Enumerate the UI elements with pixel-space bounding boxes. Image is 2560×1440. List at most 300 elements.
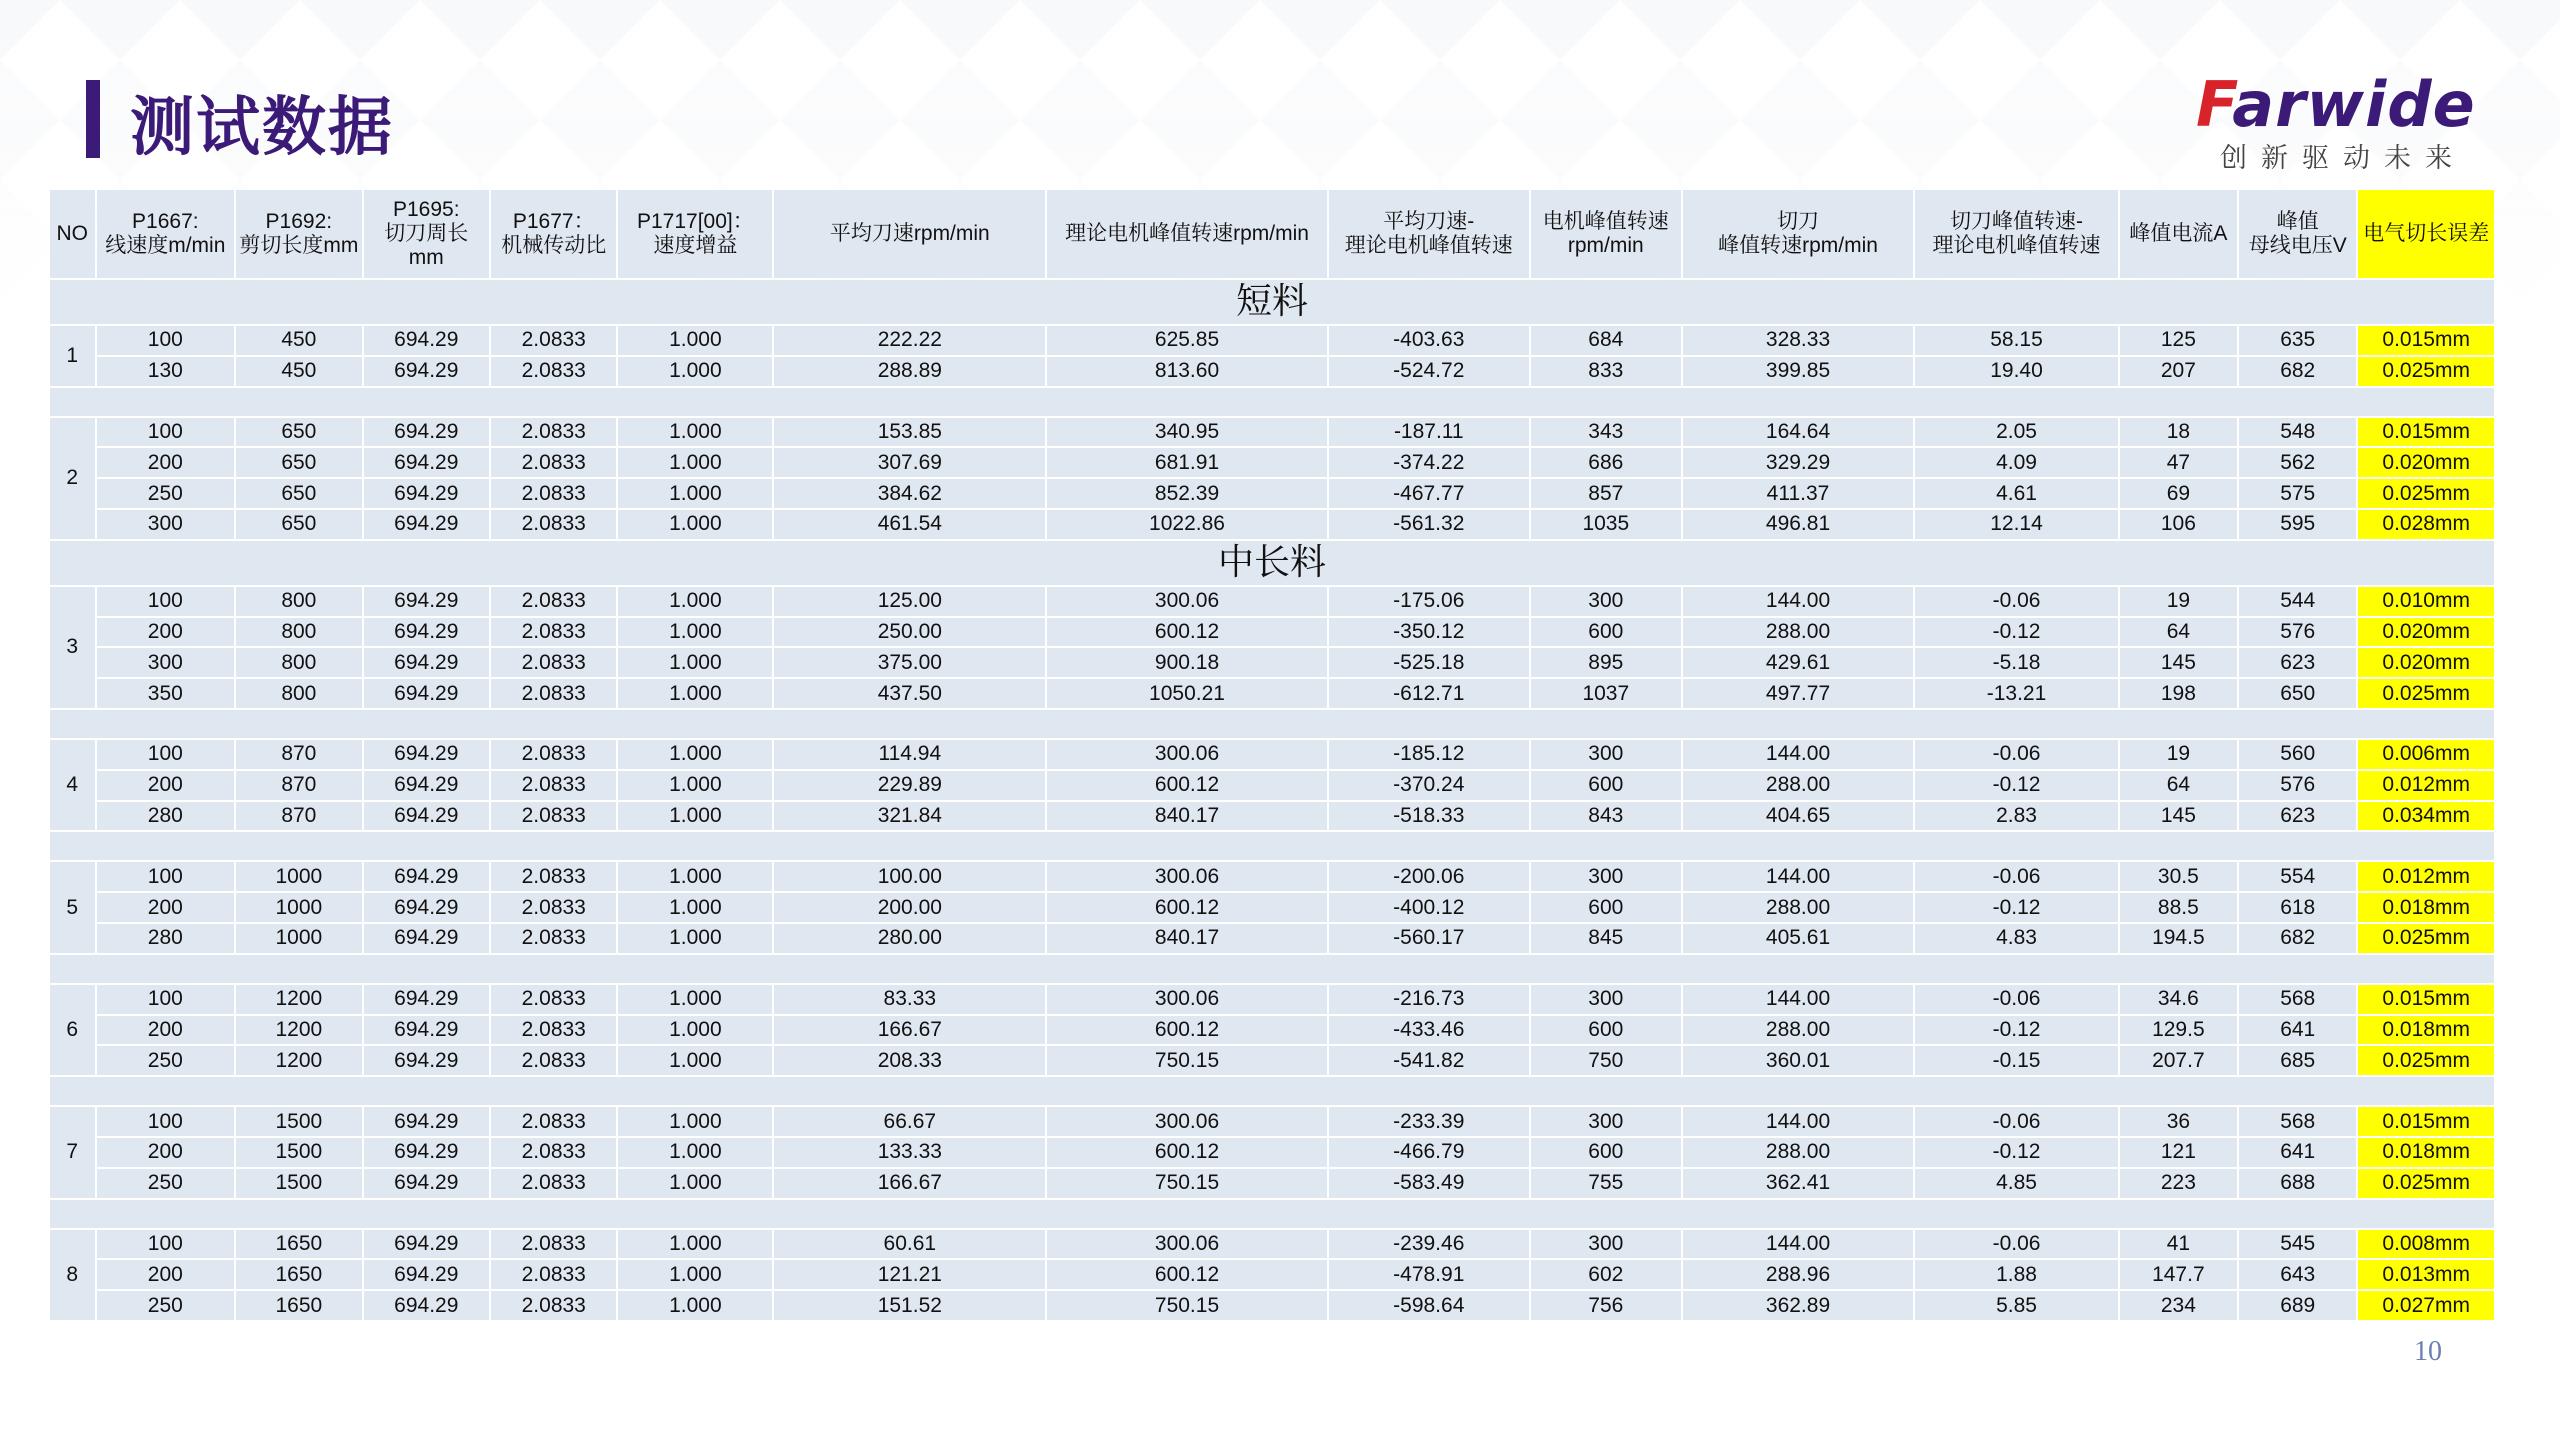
- table-cell: 618: [2239, 893, 2356, 922]
- table-cell: 694.29: [364, 771, 489, 800]
- table-cell: 600.12: [1047, 1016, 1326, 1045]
- table-cell: 100: [97, 740, 235, 769]
- error-cell: 0.015mm: [2358, 985, 2494, 1014]
- table-cell: 750.15: [1047, 1169, 1326, 1198]
- table-cell: 694.29: [364, 740, 489, 769]
- table-cell: 643: [2239, 1260, 2356, 1289]
- table-cell: 895: [1531, 648, 1681, 677]
- table-cell: 405.61: [1683, 924, 1914, 953]
- table-cell: 694.29: [364, 985, 489, 1014]
- table-cell: 34.6: [2120, 985, 2237, 1014]
- table-cell: -478.91: [1329, 1260, 1529, 1289]
- table-cell: 130: [97, 357, 235, 386]
- table-cell: 125: [2120, 326, 2237, 355]
- table-cell: 300.06: [1047, 862, 1326, 891]
- table-cell: 144.00: [1683, 1107, 1914, 1136]
- table-cell: -350.12: [1329, 618, 1529, 647]
- table-cell: 5.85: [1915, 1291, 2117, 1320]
- table-cell: 288.00: [1683, 771, 1914, 800]
- table-cell: 568: [2239, 985, 2356, 1014]
- table-cell: 1000: [236, 924, 361, 953]
- table-cell: 840.17: [1047, 802, 1326, 831]
- table-cell: 4.83: [1915, 924, 2117, 953]
- table-cell: 2.0833: [491, 1138, 616, 1167]
- table-cell: 200: [97, 1138, 235, 1167]
- spacer-row: [50, 1077, 2494, 1105]
- table-cell: 545: [2239, 1230, 2356, 1259]
- error-cell: 0.010mm: [2358, 587, 2494, 616]
- table-cell: 300: [1531, 587, 1681, 616]
- page-number: 10: [2414, 1336, 2442, 1367]
- table-cell: 4.09: [1915, 448, 2117, 477]
- table-cell: 114.94: [774, 740, 1045, 769]
- table-cell: 36: [2120, 1107, 2237, 1136]
- table-row: [50, 1138, 2494, 1167]
- table-cell: 755: [1531, 1169, 1681, 1198]
- table-cell: 1500: [236, 1138, 361, 1167]
- table-cell: 600.12: [1047, 771, 1326, 800]
- table-cell: 461.54: [774, 510, 1045, 539]
- table-row: [50, 679, 2494, 708]
- table-cell: 129.5: [2120, 1016, 2237, 1045]
- column-header: 平均刀速rpm/min: [774, 190, 1045, 278]
- table-cell: 362.41: [1683, 1169, 1914, 1198]
- error-cell: 0.025mm: [2358, 479, 2494, 508]
- table-cell: 694.29: [364, 1016, 489, 1045]
- table-cell: 1200: [236, 1016, 361, 1045]
- table-cell: 144.00: [1683, 740, 1914, 769]
- table-cell: 2.0833: [491, 985, 616, 1014]
- table-cell: 145: [2120, 648, 2237, 677]
- table-cell: 1.000: [618, 618, 772, 647]
- table-row: [50, 1046, 2494, 1075]
- table-cell: 1022.86: [1047, 510, 1326, 539]
- table-cell: 1050.21: [1047, 679, 1326, 708]
- table-cell: 1000: [236, 893, 361, 922]
- table-cell: 694.29: [364, 479, 489, 508]
- table-cell: 694.29: [364, 802, 489, 831]
- column-header: P1717[00]： 速度增益: [618, 190, 772, 278]
- table-cell: 496.81: [1683, 510, 1914, 539]
- table-cell: 2.0833: [491, 1107, 616, 1136]
- table-cell: -0.06: [1915, 862, 2117, 891]
- table-cell: 576: [2239, 771, 2356, 800]
- table-cell: 1650: [236, 1230, 361, 1259]
- table-cell: 200: [97, 771, 235, 800]
- table-cell: 2.0833: [491, 326, 616, 355]
- table-cell: -13.21: [1915, 679, 2117, 708]
- company-logo: [2196, 70, 2476, 180]
- table-row: [50, 418, 2494, 447]
- table-cell: 300: [1531, 985, 1681, 1014]
- table-cell: 1.000: [618, 418, 772, 447]
- table-cell: 1.000: [618, 985, 772, 1014]
- table-cell: -0.06: [1915, 985, 2117, 1014]
- table-cell: 694.29: [364, 1230, 489, 1259]
- table-cell: 100: [97, 587, 235, 616]
- table-row: [50, 924, 2494, 953]
- table-cell: 2.0833: [491, 1230, 616, 1259]
- table-cell: 1000: [236, 862, 361, 891]
- table-cell: 2.05: [1915, 418, 2117, 447]
- table-cell: 750.15: [1047, 1291, 1326, 1320]
- table-cell: 681.91: [1047, 448, 1326, 477]
- table-cell: 450: [236, 357, 361, 386]
- table-cell: -433.46: [1329, 1016, 1529, 1045]
- table-cell: 69: [2120, 479, 2237, 508]
- table-cell: 234: [2120, 1291, 2237, 1320]
- table-cell: 1.000: [618, 1230, 772, 1259]
- table-cell: 100: [97, 985, 235, 1014]
- table-cell: 2.0833: [491, 479, 616, 508]
- table-cell: 1.000: [618, 1291, 772, 1320]
- error-cell: 0.028mm: [2358, 510, 2494, 539]
- column-header: P1695: 切刀周长 mm: [364, 190, 489, 278]
- table-cell: 100.00: [774, 862, 1045, 891]
- error-cell: 0.025mm: [2358, 679, 2494, 708]
- table-cell: -583.49: [1329, 1169, 1529, 1198]
- table-cell: 64: [2120, 618, 2237, 647]
- table-cell: 2.0833: [491, 618, 616, 647]
- table-cell: 450: [236, 326, 361, 355]
- table-cell: 100: [97, 1230, 235, 1259]
- table-cell: 229.89: [774, 771, 1045, 800]
- row-group-number: 8: [50, 1230, 95, 1320]
- table-cell: 384.62: [774, 479, 1045, 508]
- table-cell: 194.5: [2120, 924, 2237, 953]
- spacer-cell: [50, 710, 2494, 738]
- table-cell: 1500: [236, 1169, 361, 1198]
- table-row: [50, 1260, 2494, 1289]
- table-cell: 83.33: [774, 985, 1045, 1014]
- table-cell: 1.000: [618, 1107, 772, 1136]
- table-cell: 1.000: [618, 357, 772, 386]
- table-cell: 437.50: [774, 679, 1045, 708]
- table-cell: 100: [97, 418, 235, 447]
- table-cell: 100: [97, 326, 235, 355]
- section-label: 短料: [50, 280, 2494, 324]
- table-cell: 900.18: [1047, 648, 1326, 677]
- table-cell: 250.00: [774, 618, 1045, 647]
- table-row: [50, 648, 2494, 677]
- error-cell: 0.018mm: [2358, 1016, 2494, 1045]
- table-cell: 321.84: [774, 802, 1045, 831]
- table-cell: 548: [2239, 418, 2356, 447]
- table-cell: 852.39: [1047, 479, 1326, 508]
- table-cell: -403.63: [1329, 326, 1529, 355]
- table-cell: 694.29: [364, 326, 489, 355]
- table-cell: 1.000: [618, 479, 772, 508]
- table-cell: 198: [2120, 679, 2237, 708]
- table-cell: 650: [236, 448, 361, 477]
- spacer-row: [50, 955, 2494, 983]
- table-cell: 166.67: [774, 1016, 1045, 1045]
- table-cell: 688: [2239, 1169, 2356, 1198]
- table-cell: 1.000: [618, 326, 772, 355]
- table-cell: 2.0833: [491, 1169, 616, 1198]
- row-group-number: 2: [50, 418, 95, 539]
- table-cell: 375.00: [774, 648, 1045, 677]
- table-cell: 47: [2120, 448, 2237, 477]
- column-header: P1667: 线速度m/min: [97, 190, 235, 278]
- column-header: NO: [50, 190, 95, 278]
- table-row: [50, 771, 2494, 800]
- table-cell: 694.29: [364, 1107, 489, 1136]
- table-cell: -185.12: [1329, 740, 1529, 769]
- table-cell: -233.39: [1329, 1107, 1529, 1136]
- table-cell: 2.0833: [491, 802, 616, 831]
- table-cell: 200.00: [774, 893, 1045, 922]
- table-cell: 66.67: [774, 1107, 1045, 1136]
- table-cell: 857: [1531, 479, 1681, 508]
- table-cell: 600: [1531, 893, 1681, 922]
- table-cell: 121: [2120, 1138, 2237, 1167]
- table-cell: 4.85: [1915, 1169, 2117, 1198]
- table-cell: 300: [1531, 1107, 1681, 1136]
- table-cell: -541.82: [1329, 1046, 1529, 1075]
- table-cell: -612.71: [1329, 679, 1529, 708]
- table-cell: -216.73: [1329, 985, 1529, 1014]
- table-cell: 1.000: [618, 448, 772, 477]
- table-cell: 288.00: [1683, 618, 1914, 647]
- table-cell: 280: [97, 802, 235, 831]
- error-cell: 0.018mm: [2358, 1138, 2494, 1167]
- table-cell: -400.12: [1329, 893, 1529, 922]
- table-cell: 600: [1531, 1138, 1681, 1167]
- table-cell: 694.29: [364, 1260, 489, 1289]
- table-cell: 399.85: [1683, 357, 1914, 386]
- table-cell: 58.15: [1915, 326, 2117, 355]
- table-cell: 411.37: [1683, 479, 1914, 508]
- table-cell: 250: [97, 1291, 235, 1320]
- table-row: [50, 1291, 2494, 1320]
- table-cell: 1200: [236, 985, 361, 1014]
- error-cell: 0.034mm: [2358, 802, 2494, 831]
- table-cell: 121.21: [774, 1260, 1045, 1289]
- table-cell: 2.0833: [491, 510, 616, 539]
- error-cell: 0.012mm: [2358, 862, 2494, 891]
- spacer-row: [50, 832, 2494, 860]
- table-cell: 329.29: [1683, 448, 1914, 477]
- table-cell: 623: [2239, 802, 2356, 831]
- column-header: 峰值电流A: [2120, 190, 2237, 278]
- table-cell: 300: [1531, 740, 1681, 769]
- table-cell: 682: [2239, 357, 2356, 386]
- table-row: [50, 1107, 2494, 1136]
- table-row: [50, 618, 2494, 647]
- table-cell: 694.29: [364, 587, 489, 616]
- row-group-number: 1: [50, 326, 95, 386]
- table-cell: 1200: [236, 1046, 361, 1075]
- table-cell: 1.000: [618, 1169, 772, 1198]
- table-cell: -0.12: [1915, 1138, 2117, 1167]
- logo-brand-initial: F: [2196, 68, 2233, 141]
- table-cell: 153.85: [774, 418, 1045, 447]
- table-cell: 870: [236, 802, 361, 831]
- column-header: 电机峰值转速 rpm/min: [1531, 190, 1681, 278]
- table-cell: 2.0833: [491, 1046, 616, 1075]
- table-cell: 19: [2120, 740, 2237, 769]
- table-row: [50, 1230, 2494, 1259]
- table-cell: 1.000: [618, 893, 772, 922]
- error-cell: 0.025mm: [2358, 1046, 2494, 1075]
- table-cell: 100: [97, 862, 235, 891]
- error-cell: 0.015mm: [2358, 326, 2494, 355]
- table-cell: 12.14: [1915, 510, 2117, 539]
- table-cell: 650: [236, 418, 361, 447]
- spacer-row: [50, 1200, 2494, 1228]
- table-cell: 250: [97, 1046, 235, 1075]
- table-cell: 288.00: [1683, 1138, 1914, 1167]
- table-cell: 1.000: [618, 1046, 772, 1075]
- section-label: 中长料: [50, 541, 2494, 585]
- table-cell: 641: [2239, 1016, 2356, 1045]
- table-row: [50, 587, 2494, 616]
- table-cell: 600: [1531, 618, 1681, 647]
- table-cell: 250: [97, 479, 235, 508]
- table-cell: 280: [97, 924, 235, 953]
- table-cell: 1.000: [618, 1260, 772, 1289]
- table-cell: 2.0833: [491, 893, 616, 922]
- table-cell: 1.88: [1915, 1260, 2117, 1289]
- table-cell: 300: [97, 648, 235, 677]
- table-cell: 288.00: [1683, 893, 1914, 922]
- table-cell: -466.79: [1329, 1138, 1529, 1167]
- table-cell: 602: [1531, 1260, 1681, 1289]
- table-row: [50, 802, 2494, 831]
- table-cell: 1500: [236, 1107, 361, 1136]
- table-cell: 133.33: [774, 1138, 1045, 1167]
- table-cell: 64: [2120, 771, 2237, 800]
- table-cell: 4.61: [1915, 479, 2117, 508]
- table-cell: 750.15: [1047, 1046, 1326, 1075]
- table-cell: 144.00: [1683, 862, 1914, 891]
- column-header: P1692: 剪切长度mm: [236, 190, 361, 278]
- logo-brand-rest: arwide: [2232, 68, 2476, 141]
- table-cell: -0.06: [1915, 1107, 2117, 1136]
- table-cell: 2.0833: [491, 924, 616, 953]
- table-cell: 360.01: [1683, 1046, 1914, 1075]
- spacer-cell: [50, 1200, 2494, 1228]
- error-cell: 0.013mm: [2358, 1260, 2494, 1289]
- table-row: [50, 740, 2494, 769]
- table-row: [50, 1169, 2494, 1198]
- error-cell: 0.012mm: [2358, 771, 2494, 800]
- table-cell: 1.000: [618, 1138, 772, 1167]
- table-cell: 147.7: [2120, 1260, 2237, 1289]
- table-cell: 1.000: [618, 924, 772, 953]
- table-cell: 694.29: [364, 862, 489, 891]
- table-cell: -518.33: [1329, 802, 1529, 831]
- table-cell: 1037: [1531, 679, 1681, 708]
- table-cell: 328.33: [1683, 326, 1914, 355]
- table-cell: 600: [1531, 771, 1681, 800]
- table-cell: 635: [2239, 326, 2356, 355]
- table-cell: 1.000: [618, 679, 772, 708]
- table-cell: 595: [2239, 510, 2356, 539]
- table-cell: -370.24: [1329, 771, 1529, 800]
- table-cell: 843: [1531, 802, 1681, 831]
- table-cell: 600.12: [1047, 618, 1326, 647]
- table-cell: 650: [2239, 679, 2356, 708]
- table-cell: 694.29: [364, 1138, 489, 1167]
- table-cell: 800: [236, 679, 361, 708]
- table-cell: 2.0833: [491, 1016, 616, 1045]
- table-cell: 1.000: [618, 862, 772, 891]
- spacer-row: [50, 710, 2494, 738]
- row-group-number: 7: [50, 1107, 95, 1197]
- table-cell: -0.12: [1915, 618, 2117, 647]
- section-header-row: [50, 280, 2494, 324]
- table-cell: 682: [2239, 924, 2356, 953]
- column-header: 电气切长误差: [2358, 190, 2494, 278]
- error-cell: 0.020mm: [2358, 618, 2494, 647]
- table-cell: 562: [2239, 448, 2356, 477]
- table-cell: 2.0833: [491, 771, 616, 800]
- spacer-cell: [50, 1077, 2494, 1105]
- column-header: 平均刀速- 理论电机峰值转速: [1329, 190, 1529, 278]
- table-cell: 404.65: [1683, 802, 1914, 831]
- table-cell: 1650: [236, 1291, 361, 1320]
- table-row: [50, 326, 2494, 355]
- table-cell: 576: [2239, 618, 2356, 647]
- table-cell: 870: [236, 771, 361, 800]
- table-cell: 1035: [1531, 510, 1681, 539]
- table-row: [50, 893, 2494, 922]
- table-cell: 600.12: [1047, 893, 1326, 922]
- table-cell: 350: [97, 679, 235, 708]
- row-group-number: 6: [50, 985, 95, 1075]
- table-cell: 151.52: [774, 1291, 1045, 1320]
- table-cell: -598.64: [1329, 1291, 1529, 1320]
- column-header: 切刀峰值转速- 理论电机峰值转速: [1915, 190, 2117, 278]
- table-cell: 650: [236, 510, 361, 539]
- table-cell: 756: [1531, 1291, 1681, 1320]
- table-row: [50, 1016, 2494, 1045]
- column-header: 理论电机峰值转速rpm/min: [1047, 190, 1326, 278]
- column-header: P1677： 机械传动比: [491, 190, 616, 278]
- table-cell: 840.17: [1047, 924, 1326, 953]
- table-cell: 1650: [236, 1260, 361, 1289]
- table-cell: 300.06: [1047, 587, 1326, 616]
- table-cell: 1.000: [618, 510, 772, 539]
- table-cell: 870: [236, 740, 361, 769]
- table-cell: 1.000: [618, 802, 772, 831]
- table-cell: 600.12: [1047, 1260, 1326, 1289]
- table-row: [50, 510, 2494, 539]
- table-cell: 208.33: [774, 1046, 1045, 1075]
- table-cell: 2.0833: [491, 357, 616, 386]
- table-cell: 200: [97, 618, 235, 647]
- table-cell: 307.69: [774, 448, 1045, 477]
- table-cell: 18: [2120, 418, 2237, 447]
- table-cell: 30.5: [2120, 862, 2237, 891]
- table-cell: 429.61: [1683, 648, 1914, 677]
- table-cell: 686: [1531, 448, 1681, 477]
- table-cell: -0.06: [1915, 1230, 2117, 1259]
- table-cell: -374.22: [1329, 448, 1529, 477]
- table-cell: 2.0833: [491, 740, 616, 769]
- table-cell: -467.77: [1329, 479, 1529, 508]
- table-cell: 845: [1531, 924, 1681, 953]
- table-row: [50, 448, 2494, 477]
- table-cell: 207: [2120, 357, 2237, 386]
- table-cell: 800: [236, 648, 361, 677]
- table-cell: 125.00: [774, 587, 1045, 616]
- column-header: 切刀 峰值转速rpm/min: [1683, 190, 1914, 278]
- table-cell: 200: [97, 1260, 235, 1289]
- table-cell: 694.29: [364, 618, 489, 647]
